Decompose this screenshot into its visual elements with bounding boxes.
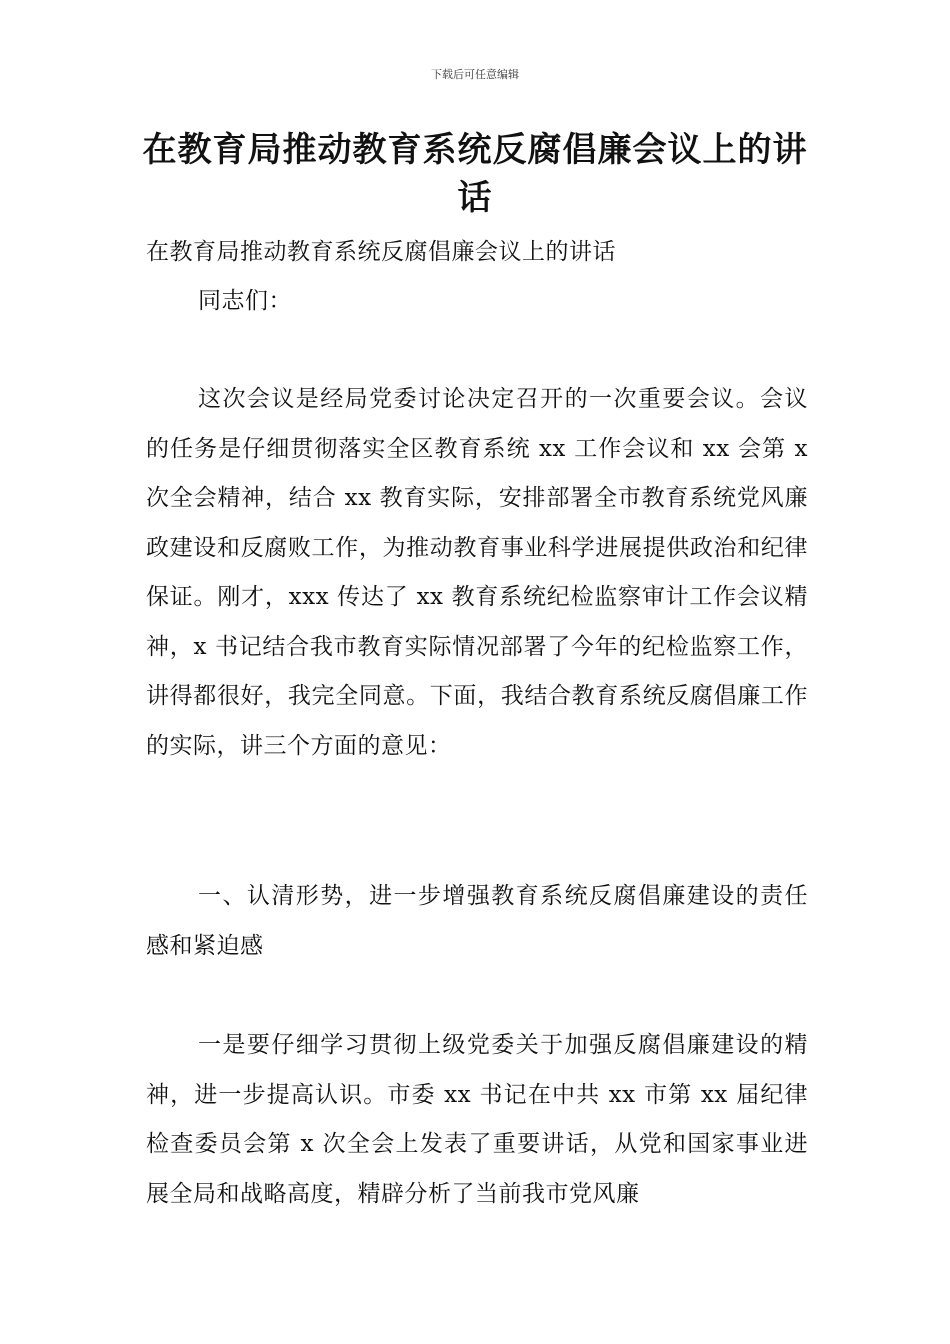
document-subtitle: 在教育局推动教育系统反腐倡廉会议上的讲话 — [146, 239, 616, 265]
paragraph-point-1: 一是要仔细学习贯彻上级党委关于加强反腐倡廉建设的精神，进一步提高认识。市委 xx 书记在中共 xx 市第 xx 届纪律检查委员会第 x 次全会上发表了重要讲话，从党和国家事业进展全局和战略高度，精辟分析了当前我市党风廉 — [146, 1032, 808, 1207]
section-heading-1: 一、认清形势，进一步增强教育系统反腐倡廉建设的责任感和紧迫感 — [146, 883, 808, 959]
greeting: 同志们： — [198, 288, 292, 314]
paragraph-opening: 这次会议是经局党委讨论决定召开的一次重要会议。会议的任务是仔细贯彻落实全区教育系统 xx 工作会议和 xx 会第 x 次全会精神，结合 xx 教育实际，安排部署全市教育系统党风廉政建设和反腐败工作，为推动教育事业科学进展提供政治和纪律保证。刚才，xxx 传达了 xx 教育系统纪检监察审计工作会议精神，x 书记结合我市教育实际情况部署了今年的纪检监察工作，讲得都很好，我完全同意。下面，我结合教育系统反腐倡廉工作的实际，讲三个方面的意见： — [146, 386, 808, 759]
document-title: 在教育局推动教育系统反腐倡廉会议上的讲话 — [142, 130, 808, 218]
header-note: 下载后可任意编辑 — [431, 68, 519, 81]
